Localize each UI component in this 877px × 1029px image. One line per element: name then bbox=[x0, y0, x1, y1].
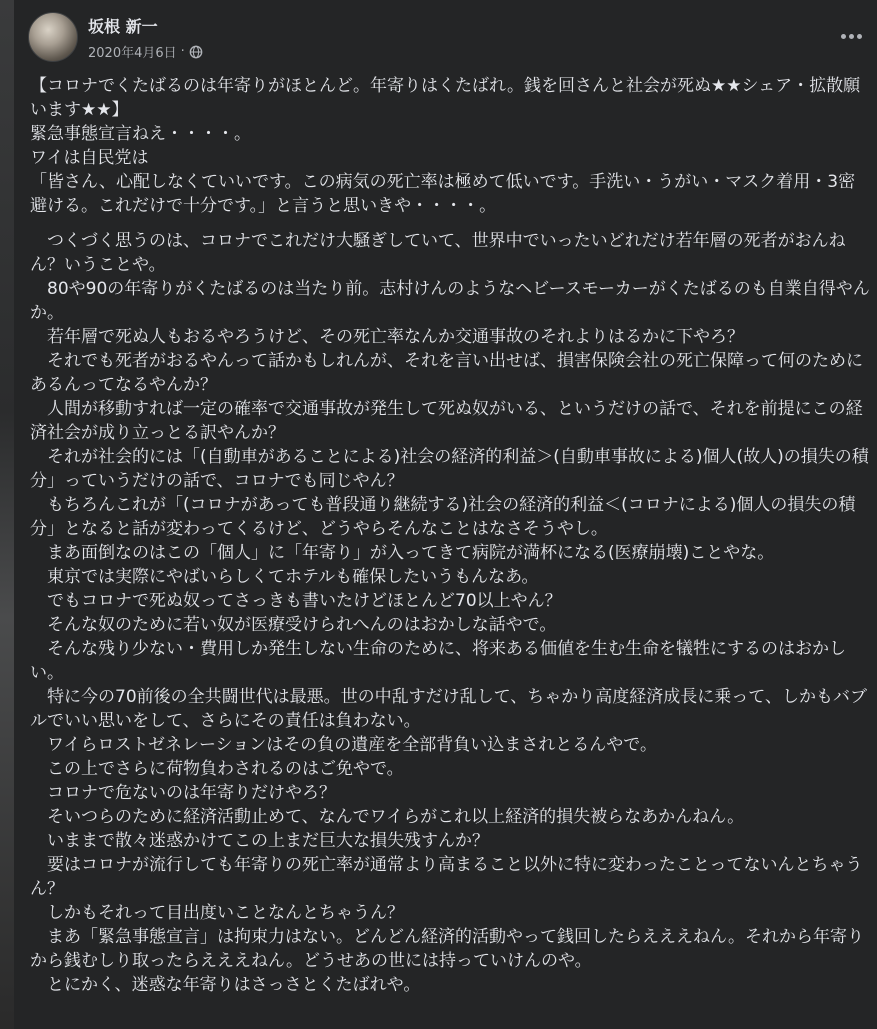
body-paragraph: 東京では実際にやばいらしくてホテルも確保したいうもんなあ。 bbox=[47, 567, 539, 587]
body-paragraph: それが社会的には「(自動車があることによる)社会の経済的利益＞(自動車事故による)個人(故人)の損失の積分」っていうだけの話で、コロナでも同じやん？ bbox=[30, 447, 869, 491]
body-paragraph: コロナで危ないのは年寄りだけやろ？ bbox=[47, 783, 336, 803]
body-paragraph: 80や90の年寄りがくたばるのは当たり前。志村けんのようなヘビースモーカーがくたばるのも自業自得やんか。 bbox=[30, 279, 870, 323]
post-paragraphs bbox=[30, 229, 870, 997]
intro-line: 「皆さん、心配しなくていいです。この病気の死亡率は極めて低いです。手洗い・うがい・マスク着用・3密避ける。これだけで十分です。」と言うと思いきや・・・・。 bbox=[30, 172, 856, 216]
post-intro bbox=[30, 74, 870, 218]
body-paragraph: しかもそれって目出度いことなんとちゃうん？ bbox=[47, 903, 404, 923]
post-date[interactable]: 2020年4月6日 bbox=[88, 46, 177, 61]
intro-line: 【コロナでくたばるのは年寄りがほとんど。年寄りはくたばれ。銭を回さんと社会が死ぬ★★シェア・拡散願います★★】 bbox=[30, 76, 861, 120]
body-paragraph: そんな奴のために若い奴が医療受けられへんのはおかしな話やで。 bbox=[47, 615, 557, 635]
body-paragraph: 要はコロナが流行しても年寄りの死亡率が通常より高まること以外に特に変わったことってないんとちゃうん？ bbox=[30, 855, 863, 899]
intro-line: 緊急事態宣言ねえ・・・・。 bbox=[30, 124, 251, 144]
body-paragraph: とにかく、迷惑な年寄りはさっさとくたばれや。 bbox=[47, 975, 421, 995]
body-paragraph: それでも死者がおるやんって話かもしれんが、それを言い出せば、損害保険会社の死亡保障って何のためにあるんってなるやんか？ bbox=[30, 351, 863, 395]
globe-icon[interactable] bbox=[189, 45, 203, 59]
body-paragraph: まあ「緊急事態宣言」は拘束力はない。どんどん経済的活動やって銭回したらえええねん。それから年寄りから銭むしり取ったらえええねん。どうせあの世には持っていけんのや。 bbox=[30, 927, 865, 971]
paragraph-gap bbox=[30, 218, 870, 229]
body-paragraph: いままで散々迷惑かけてこの上まだ巨大な損失残すんか？ bbox=[47, 831, 489, 851]
body-paragraph: 特に今の70前後の全共闘世代は最悪。世の中乱すだけ乱して、ちゃかり高度経済成長に乗って、しかもバブルでいい思いをして、さらにその責任は負わない。 bbox=[30, 687, 867, 731]
avatar[interactable] bbox=[28, 12, 78, 62]
body-paragraph: もちろんこれが「(コロナがあっても普段通り継続する)社会の経済的利益＜(コロナによる)個人の損失の積分」となると話が変わってくるけど、どうやらそんなことはなさそうやし。 bbox=[30, 495, 856, 539]
body-paragraph: 若年層で死ぬ人もおるやろうけど、その死亡率なんか交通事故のそれよりはるかに下やろ？ bbox=[47, 327, 744, 347]
post-body bbox=[30, 74, 870, 997]
intro-line: ワイは自民党は bbox=[30, 148, 149, 168]
body-paragraph: つくづく思うのは、コロナでこれだけ大騒ぎしていて、世界中でいったいどれだけ若年層の死者がおんねん？いうことや。 bbox=[30, 231, 846, 275]
post-card bbox=[14, 0, 877, 1029]
post-header bbox=[14, 0, 877, 70]
post-meta bbox=[88, 42, 203, 61]
body-paragraph: そんな残り少ない・費用しか発生しない生命のために、将来ある価値を生む生命を犠牲にするのはおかしい。 bbox=[30, 639, 846, 683]
more-dot bbox=[841, 34, 846, 39]
body-paragraph: この上でさらに荷物負わされるのはご免やで。 bbox=[47, 759, 404, 779]
body-paragraph: 人間が移動すれば一定の確率で交通事故が発生して死ぬ奴がいる、というだけの話で、それを前提にこの経済社会が成り立っとる訳やんか？ bbox=[30, 399, 863, 443]
body-paragraph: ワイらロストゼネレーションはその負の遺産を全部背負い込まされとるんやで。 bbox=[47, 735, 657, 755]
meta-separator: · bbox=[180, 44, 185, 59]
body-paragraph: そいつらのために経済活動止めて、なんでワイらがこれ以上経済的損失被らなあかんねん。 bbox=[47, 807, 745, 827]
more-dot bbox=[849, 34, 854, 39]
body-paragraph: でもコロナで死ぬ奴ってさっきも書いたけどほとんど70以上やん？ bbox=[47, 591, 562, 611]
background-strip bbox=[0, 0, 14, 1029]
author-name[interactable]: 坂根 新一 bbox=[88, 17, 158, 36]
more-options-icon[interactable] bbox=[835, 20, 867, 52]
more-dot bbox=[857, 34, 862, 39]
body-paragraph: まあ面倒なのはこの「個人」に「年寄り」が入ってきて病院が満杯になる(医療崩壊)ことやな。 bbox=[47, 543, 775, 563]
